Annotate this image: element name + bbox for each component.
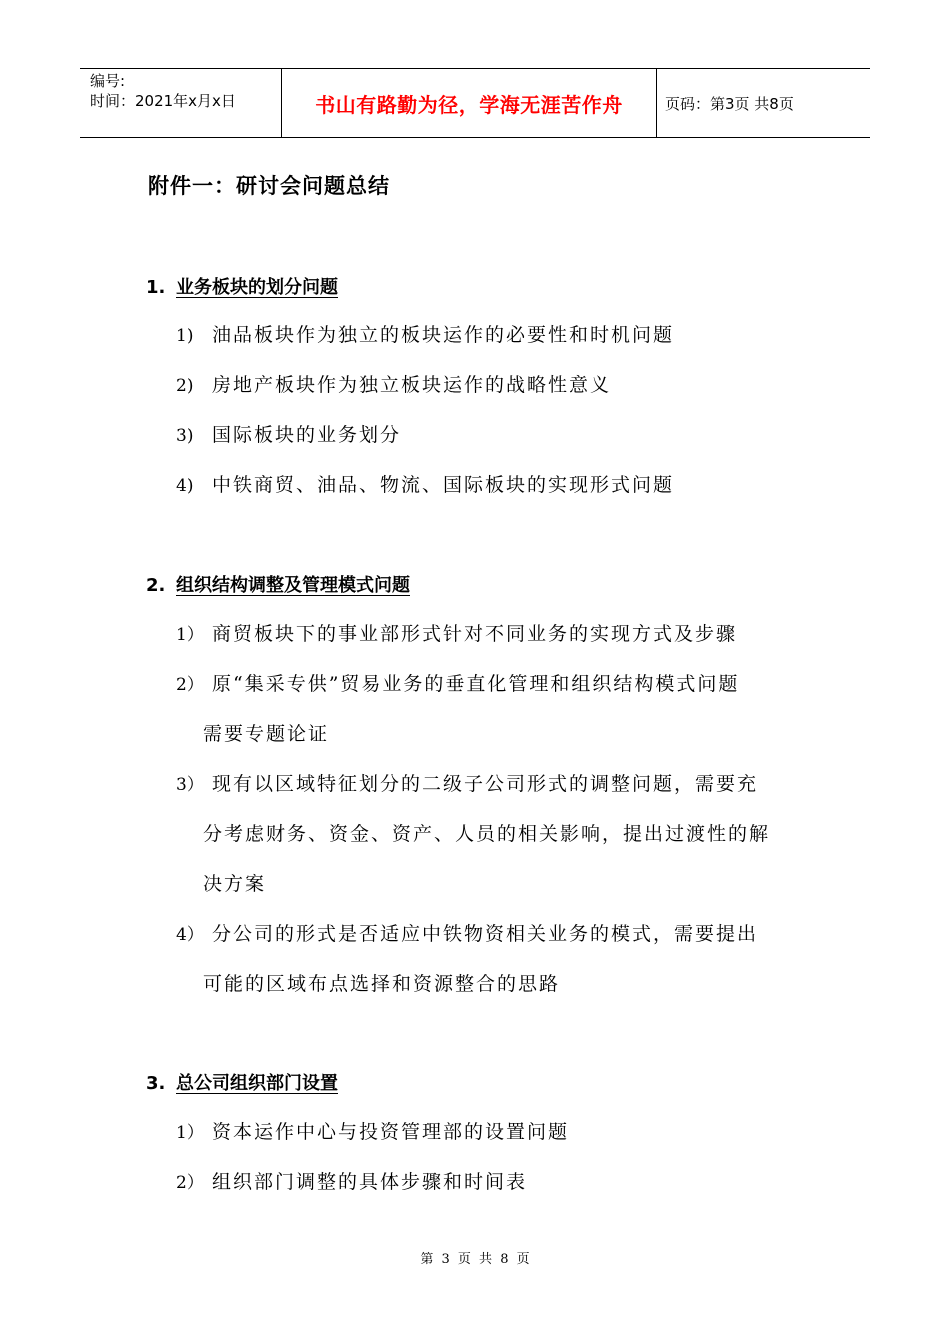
header-motto <box>282 69 657 137</box>
list-item <box>176 1117 569 1144</box>
list-item <box>176 470 674 497</box>
item-text: 房地产板块作为独立板块运作的战略性意义 <box>212 374 612 396</box>
section-title: 组织结构调整及管理模式问题 <box>176 575 410 596</box>
item-number: 4) <box>176 476 194 496</box>
section-number: 3. <box>146 1073 166 1094</box>
item-text: 中铁商贸、油品、物流、国际板块的实现形式问题 <box>212 474 675 496</box>
list-item <box>176 370 611 397</box>
item-text: 分公司的形式是否适应中铁物资相关业务的模式，需要提出 <box>212 923 759 945</box>
document-date: 时间：2021年x月x日 <box>90 92 236 110</box>
section-heading <box>146 273 338 299</box>
item-text: 商贸板块下的事业部形式针对不同业务的实现方式及步骤 <box>212 623 738 645</box>
item-number: 1) <box>176 326 194 346</box>
header-info <box>80 69 282 137</box>
item-number: 3） <box>176 775 204 795</box>
document-title: 附件一：研讨会问题总结 <box>148 174 390 198</box>
section-heading <box>146 571 410 597</box>
list-item <box>176 919 758 946</box>
item-text: 油品板块作为独立的板块运作的必要性和时机问题 <box>212 324 675 346</box>
page-counter: 页码：第3页 共8页 <box>665 94 794 113</box>
item-text-continuation: 需要专题论证 <box>203 723 330 745</box>
page-footer: 第 3 页 共 8 页 <box>420 1252 530 1267</box>
item-number: 1） <box>176 625 204 645</box>
item-number: 3) <box>176 426 194 446</box>
list-item <box>176 420 401 447</box>
item-number: 1） <box>176 1123 204 1143</box>
list-item <box>176 320 674 347</box>
header-page-info <box>657 69 870 137</box>
item-number: 2) <box>176 376 194 396</box>
section-title: 业务板块的划分问题 <box>176 277 338 298</box>
section-number: 2. <box>146 575 166 596</box>
section-heading <box>146 1069 338 1095</box>
item-text: 资本运作中心与投资管理部的设置问题 <box>212 1121 570 1143</box>
item-number: 2） <box>176 1173 204 1193</box>
list-item <box>176 619 737 646</box>
item-text: 现有以区域特征划分的二级子公司形式的调整问题，需要充 <box>212 773 759 795</box>
motto-text: 书山有路勤为径，学海无涯苦作舟 <box>315 92 623 117</box>
list-item <box>176 1167 527 1194</box>
item-text: 原“集采专供”贸易业务的垂直化管理和组织结构模式问题 <box>212 673 740 695</box>
item-text-continuation: 可能的区域布点选择和资源整合的思路 <box>203 973 561 995</box>
item-number: 4） <box>176 925 204 945</box>
item-text-continuation: 决方案 <box>203 873 267 895</box>
list-item <box>176 669 739 696</box>
item-text: 组织部门调整的具体步骤和时间表 <box>212 1171 528 1193</box>
item-text-continuation: 分考虑财务、资金、资产、人员的相关影响，提出过渡性的解 <box>203 823 771 845</box>
section-title: 总公司组织部门设置 <box>176 1073 338 1094</box>
item-text: 国际板块的业务划分 <box>212 424 402 446</box>
item-number: 2） <box>176 675 204 695</box>
list-item <box>176 769 758 796</box>
page-header <box>80 68 870 138</box>
section-number: 1. <box>146 277 166 298</box>
document-number-label: 编号: <box>90 72 126 90</box>
